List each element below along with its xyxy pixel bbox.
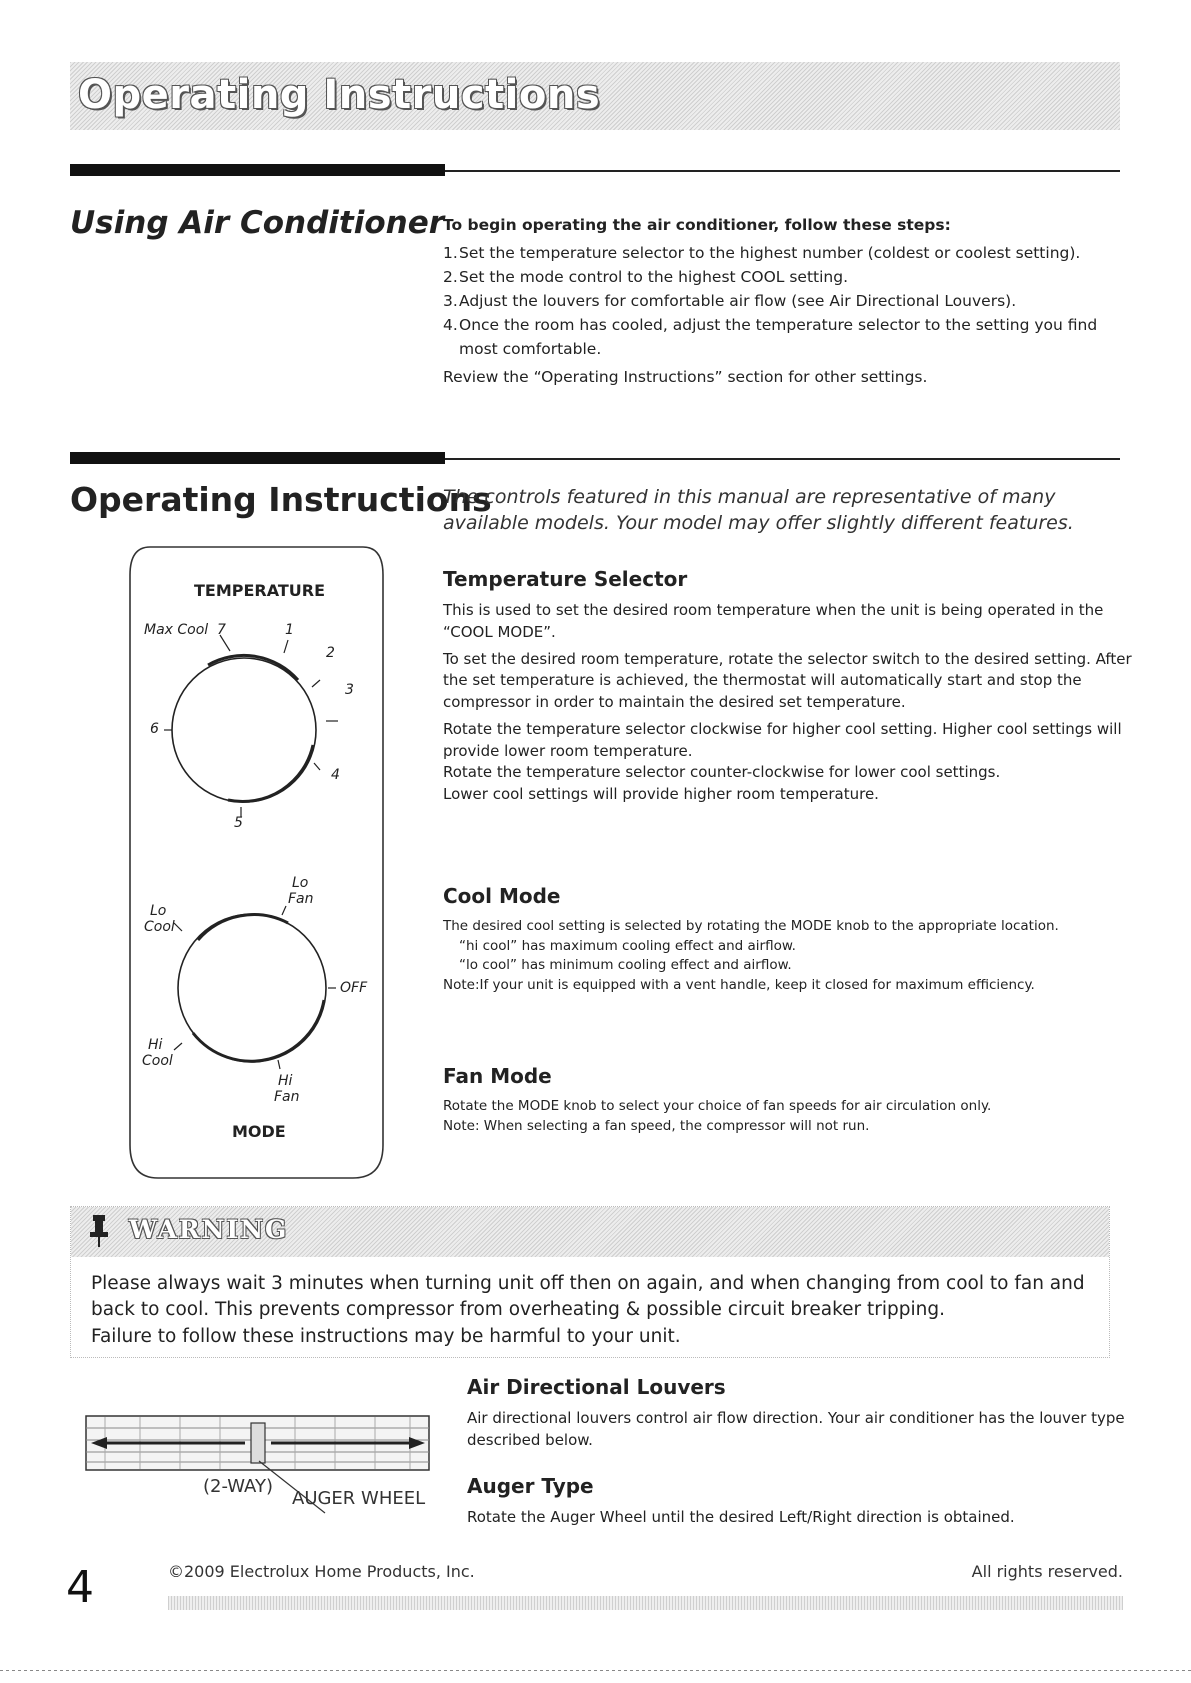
fan-mode-l1: Rotate the MODE knob to select your choice of fan speeds for air circulation only. (443, 1098, 992, 1114)
cool-mode-l4: Note:If your unit is equipped with a vent handle, keep it closed for maximum efficiency. (443, 976, 1035, 993)
review-note: Review the “Operating Instructions” section for other settings. (443, 368, 928, 387)
hi-fan-label: Hi (278, 1073, 293, 1089)
hi-fan-label-2: Fan (274, 1089, 300, 1105)
temperature-selector-p3: Rotate the temperature selector clockwise for higher cool setting. Higher cool settings will provide lower room temperature. (443, 719, 1122, 760)
temp-mark-4: 4 (331, 767, 340, 783)
temp-mark-5: 5 (234, 815, 243, 831)
footer (168, 1562, 1123, 1581)
footer-bar (168, 1596, 1123, 1610)
auger-heading: Auger Type (467, 1474, 594, 1498)
temperature-selector-heading: Temperature Selector (443, 567, 688, 591)
louvers-heading: Air Directional Louvers (467, 1375, 726, 1399)
warning-text (91, 1271, 1101, 1350)
header-banner (70, 62, 1120, 130)
warning-header (71, 1207, 1109, 1257)
using-ac-lead: To begin operating the air conditioner, follow these steps: (443, 216, 951, 234)
cool-mode-heading: Cool Mode (443, 884, 561, 908)
lo-cool-label-2: Cool (144, 919, 175, 935)
control-panel-outline (128, 545, 385, 1180)
auger-text: Rotate the Auger Wheel until the desired Left/Right direction is obtained. (467, 1508, 1015, 1526)
lo-fan-label-2: Fan (288, 891, 314, 907)
temperature-selector-p1: This is used to set the desired room temperature when the unit is being operated in the “COOL MODE”. (443, 601, 1104, 641)
hi-cool-label-2: Cool (142, 1053, 173, 1069)
cool-mode-section (443, 882, 1133, 995)
list-item: 4. Once the room has cooled, adjust the temperature selector to the setting you find most comfortable. (443, 316, 1098, 359)
hi-cool-label: Hi (148, 1037, 163, 1053)
lo-fan-label: Lo (292, 875, 309, 891)
page-bottom-edge (0, 1670, 1191, 1671)
control-panel-illustration (128, 545, 385, 1180)
copyright-text: ©2009 Electrolux Home Products, Inc. (168, 1562, 475, 1581)
temp-mark-2: 2 (326, 645, 335, 661)
auger-section (467, 1472, 1127, 1534)
page-title: Operating Instructions (78, 72, 601, 118)
warning-box (70, 1206, 1110, 1358)
page-number: 4 (66, 1562, 94, 1613)
two-way-label: (2-WAY) (203, 1476, 273, 1497)
section-title-using-ac: Using Air Conditioner (70, 205, 445, 241)
list-item: 3. Adjust the louvers for comfortable air flow (see Air Directional Louvers). (443, 292, 1017, 311)
warning-title: WARNING (129, 1215, 289, 1244)
temperature-selector-section (443, 565, 1133, 811)
auger-wheel-label: AUGER WHEEL (292, 1488, 426, 1509)
pushpin-icon (85, 1213, 119, 1253)
temp-mark-1: 1 (285, 622, 294, 638)
steps-list (443, 241, 1123, 361)
warning-line-1: Please always wait 3 minutes when turning unit off then on again, and when changing from cool to fan and back to cool. This prevents compressor from overheating & possible circuit breaker tripping. (91, 1273, 1085, 1321)
fan-mode-heading: Fan Mode (443, 1064, 552, 1088)
temperature-selector-p4: Rotate the temperature selector counter-clockwise for lower cool settings. (443, 763, 1001, 782)
temp-mark-6: 6 (150, 721, 159, 737)
section-divider (70, 458, 1120, 460)
using-ac-body (443, 213, 1123, 389)
warning-line-2: Failure to follow these instructions may be harmful to your unit. (91, 1325, 681, 1347)
rights-text: All rights reserved. (971, 1562, 1123, 1581)
temperature-selector-p2: To set the desired room temperature, rotate the selector switch to the desired setting. After the set temperature is achieved, the thermostat will automatically start and stop the compressor in order to maintain the desired set temperature. (443, 649, 1132, 711)
lo-cool-label: Lo (150, 903, 167, 919)
cool-mode-l3: “lo cool” has minimum cooling effect and airflow. (459, 957, 792, 974)
section-title-operating: Operating Instructions (70, 480, 492, 519)
cool-mode-l1: The desired cool setting is selected by rotating the MODE knob to the appropriate location. (443, 918, 1059, 934)
louver-illustration (85, 1415, 430, 1475)
louvers-section (467, 1373, 1127, 1457)
fan-mode-l2: Note: When selecting a fan speed, the compressor will not run. (443, 1117, 870, 1134)
list-item: 2. Set the mode control to the highest COOL setting. (443, 268, 848, 287)
mode-label: MODE (232, 1122, 286, 1141)
cool-mode-l2: “hi cool” has maximum cooling effect and airflow. (459, 937, 796, 954)
fan-mode-section (443, 1062, 1133, 1136)
off-label: OFF (340, 980, 368, 996)
temp-mark-7: 7 (217, 622, 226, 638)
temp-mark-3: 3 (345, 682, 354, 698)
section-divider (70, 170, 1120, 172)
list-item: 1. Set the temperature selector to the highest number (coldest or coolest setting). (443, 244, 1081, 263)
operating-intro: The controls featured in this manual are representative of many available models. Your model may offer slightly different features. (443, 486, 1074, 534)
temperature-label: TEMPERATURE (194, 581, 326, 600)
temperature-selector-p5: Lower cool settings will provide higher room temperature. (443, 785, 879, 803)
louvers-text: Air directional louvers control air flow direction. Your air conditioner has the louver type described below. (467, 1409, 1125, 1449)
max-cool-label: Max Cool (144, 622, 209, 638)
